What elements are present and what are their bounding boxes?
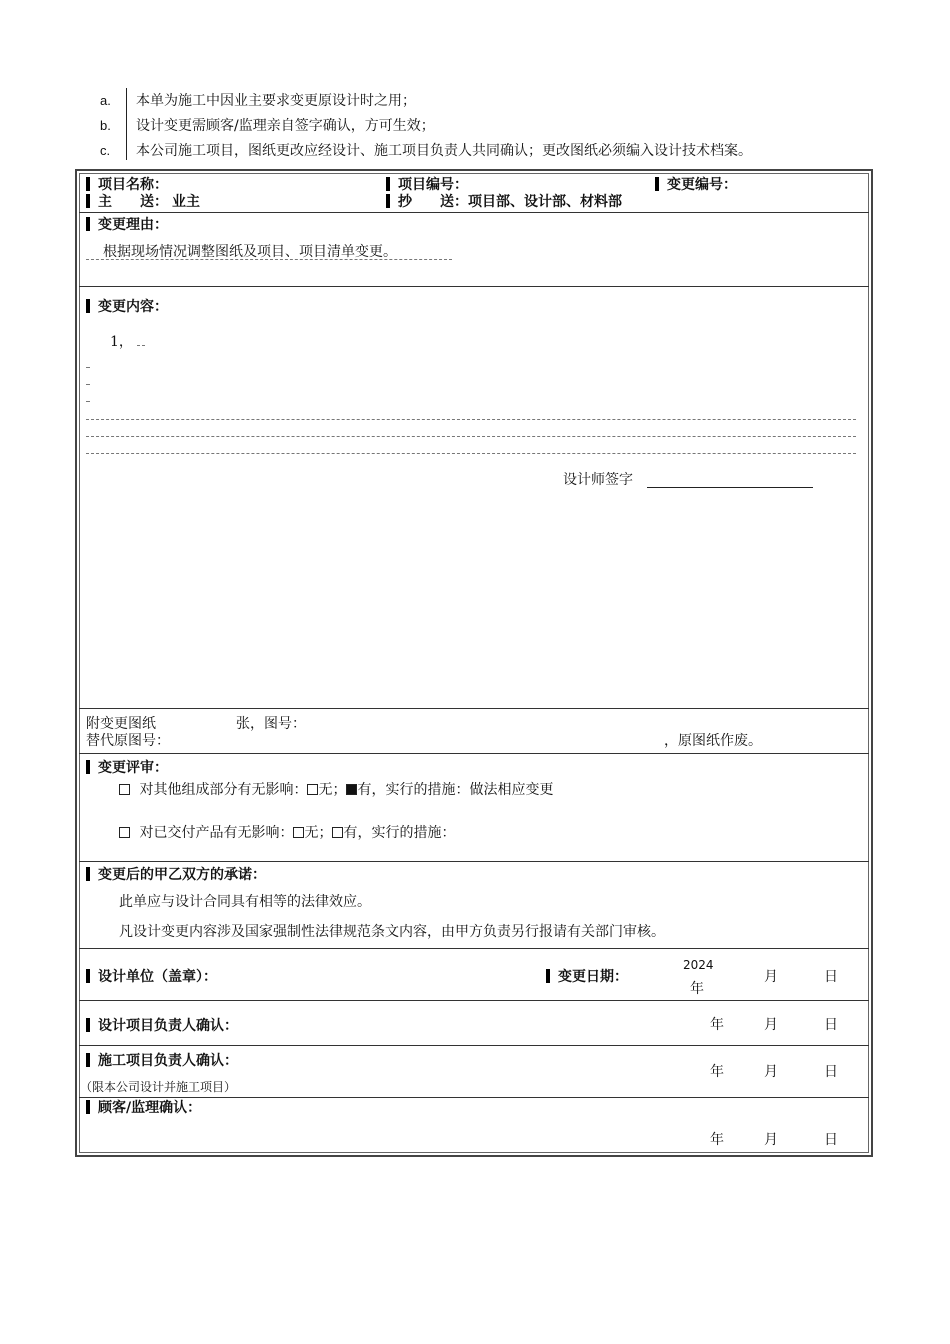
design-lead-field (86, 1018, 238, 1034)
design-lead-label: 设计项目负责人确认： (98, 1018, 238, 1034)
review-q1-none-checkbox[interactable] (307, 784, 318, 795)
change-date-day: 日 (824, 969, 838, 985)
note-text-c: 本公司施工项目，图纸更改应经设计、施工项目负责人共同确认；更改图纸必须编入设计技术档案。 (136, 143, 752, 159)
content-label: 变更内容： (98, 299, 168, 315)
construction-lead-month: 月 (764, 1064, 778, 1080)
separator (79, 708, 869, 709)
review-heading (86, 760, 168, 776)
reason-underline (86, 259, 452, 260)
project-name-field (86, 177, 168, 193)
client-confirm-field (86, 1100, 201, 1116)
separator (79, 286, 869, 287)
change-date-label: 变更日期： (558, 969, 628, 985)
change-date-year: 年 (690, 981, 704, 997)
notes-divider (126, 88, 127, 160)
commitment-line-1: 此单应与设计合同具有相等的法律效应。 (119, 894, 371, 910)
note-letter-b: b. (100, 118, 111, 133)
review-q1-checkbox[interactable] (119, 784, 130, 795)
design-lead-month: 月 (764, 1017, 778, 1033)
reason-text[interactable]: 根据现场情况调整图纸及项目、项目清单变更。 (103, 244, 397, 260)
client-confirm-label: 顾客/监理确认： (98, 1100, 202, 1116)
design-unit-label: 设计单位（盖章）： (98, 969, 217, 985)
review-label: 变更评审： (98, 760, 168, 776)
send-to-value: 业主 (172, 194, 200, 210)
designer-sign-line[interactable] (647, 487, 813, 488)
content-item-number[interactable]: 1， (110, 334, 133, 350)
design-unit-field (86, 969, 217, 985)
design-lead-year: 年 (710, 1017, 724, 1033)
review-q1-text: 对其他组成部分有无影响： (139, 782, 308, 798)
reason-label: 变更理由： (98, 217, 168, 233)
review-q2-text: 对已交付产品有无影响： (139, 825, 294, 841)
review-q2-none-label: 无； (304, 825, 333, 841)
separator (79, 212, 869, 213)
design-lead-day: 日 (824, 1017, 838, 1033)
separator (79, 948, 869, 949)
commitment-line-2: 凡设计变更内容涉及国家强制性法律规范条文内容，由甲方负责另行报请有关部门审核。 (119, 924, 665, 940)
construction-lead-field (86, 1053, 238, 1069)
review-q2-yes-checkbox[interactable] (332, 827, 343, 838)
content-dotted-line (86, 453, 856, 454)
note-letter-c: c. (100, 143, 111, 158)
send-to-field (86, 194, 200, 210)
cc-label: 抄 送： (398, 194, 468, 210)
review-q1-none-label: 无； (318, 782, 347, 798)
separator (79, 753, 869, 754)
cc-value: 项目部、设计部、材料部 (468, 194, 622, 210)
construction-lead-day: 日 (824, 1064, 838, 1080)
designer-sign-label: 设计师签字 (563, 472, 633, 488)
commitment-heading (86, 867, 266, 883)
construction-lead-note: （限本公司设计并施工项目） (80, 1080, 237, 1094)
client-confirm-day: 日 (824, 1132, 838, 1148)
content-dotted-line (86, 436, 856, 437)
review-question-1 (119, 782, 553, 798)
review-q1-yes-label: 有，实行的措施： (357, 782, 470, 798)
attachment-sheets-label: 张，图号： (236, 716, 306, 732)
note-text-b: 设计变更需顾客/监理亲自签字确认，方可生效； (136, 118, 435, 134)
form-inner-frame (79, 173, 869, 1153)
content-mark (86, 367, 90, 368)
content-heading (86, 299, 168, 315)
note-letter-a: a. (100, 93, 111, 108)
replaced-drawing-label: 替代原图号： (86, 733, 170, 749)
review-q2-none-checkbox[interactable] (293, 827, 304, 838)
separator (79, 1000, 869, 1001)
send-to-label: 主 送： (98, 194, 168, 210)
content-mark (86, 384, 90, 385)
content-dotted-line (86, 419, 856, 420)
project-name-label: 项目名称： (98, 177, 168, 193)
separator (79, 1045, 869, 1046)
construction-lead-year: 年 (710, 1064, 724, 1080)
review-question-2 (119, 825, 455, 841)
review-q2-checkbox[interactable] (119, 827, 130, 838)
reason-heading (86, 217, 168, 233)
project-no-field (386, 177, 468, 193)
original-void-label: ，原图纸作废。 (664, 733, 762, 749)
separator (79, 1097, 869, 1098)
attachment-drawings-label: 附变更图纸 (86, 716, 156, 732)
construction-lead-label: 施工项目负责人确认： (98, 1053, 238, 1069)
change-date-year-value[interactable]: 2024 (683, 958, 714, 972)
client-confirm-month: 月 (764, 1132, 778, 1148)
client-confirm-year: 年 (710, 1132, 724, 1148)
note-text-a: 本单为施工中因业主要求变更原设计时之用； (136, 93, 416, 109)
change-no-field (655, 177, 737, 193)
review-q1-measure[interactable]: 做法相应变更 (469, 782, 554, 798)
content-mark (86, 401, 90, 402)
commitment-label: 变更后的甲乙双方的承诺： (98, 867, 266, 883)
change-no-label: 变更编号： (667, 177, 737, 193)
review-q2-yes-label: 有，实行的措施： (343, 825, 456, 841)
project-no-label: 项目编号： (398, 177, 468, 193)
content-mark (137, 345, 145, 346)
cc-field (386, 194, 622, 210)
change-date-month: 月 (764, 969, 778, 985)
change-date-field (546, 969, 628, 985)
separator (79, 861, 869, 862)
review-q1-yes-checkbox[interactable] (346, 784, 357, 795)
